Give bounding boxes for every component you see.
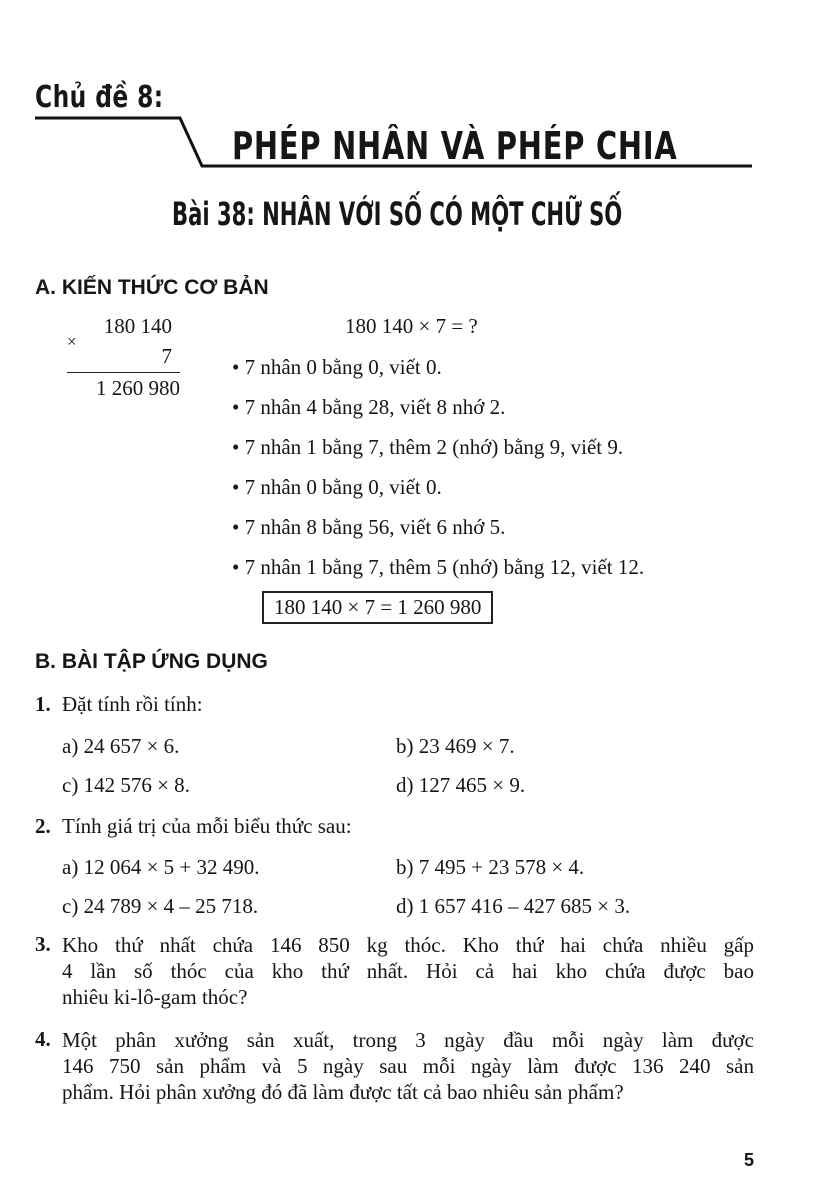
question: 180 140 × 7 = ? [345, 314, 478, 338]
step-text: 7 nhân 0 bằng 0, viết 0. [244, 475, 442, 499]
exercise-1-number: 1. [35, 692, 51, 716]
column-operand1: 180 140 [103, 314, 172, 338]
chapter-title: PHÉP NHÂN VÀ PHÉP CHIA [232, 124, 678, 168]
exercise-2d: d) 1 657 416 – 427 685 × 3. [396, 894, 631, 918]
exercise-3-text [62, 932, 754, 1010]
column-operand2: 7 [161, 344, 172, 368]
step-item [232, 395, 505, 420]
step-text: 7 nhân 1 bằng 7, thêm 5 (nhớ) bằng 12, viết 12. [244, 555, 645, 579]
text-line: Kho thứ nhất chứa 146 850 kg thóc. Kho thứ hai chứa nhiều gấp [62, 933, 754, 957]
exercise-1c: c) 142 576 × 8. [62, 773, 190, 797]
lesson-title: Bài 38: NHÂN VỚI SỐ CÓ MỘT CHỮ SỐ [172, 195, 623, 233]
step-item [232, 475, 442, 500]
text-line: phẩm. Hỏi phân xưởng đó đã làm được tất cả bao nhiêu sản phẩm? [62, 1080, 624, 1104]
step-text: 7 nhân 8 bằng 56, viết 6 nhớ 5. [244, 515, 506, 539]
step-item [232, 355, 442, 380]
step-item [232, 515, 505, 540]
exercise-2a: a) 12 064 × 5 + 32 490. [62, 855, 260, 879]
exercise-1-prompt: Đặt tính rồi tính: [62, 692, 203, 716]
section-b-heading: B. BÀI TẬP ỨNG DỤNG [35, 650, 268, 673]
bullet-icon: • [232, 395, 245, 419]
exercise-3-number: 3. [35, 932, 51, 956]
page-number: 5 [744, 1150, 755, 1170]
bullet-icon: • [232, 555, 245, 579]
column-line [67, 372, 180, 373]
section-a-heading: A. KIẾN THỨC CƠ BẢN [35, 276, 269, 299]
text-line: nhiêu ki-lô-gam thóc? [62, 985, 248, 1009]
exercise-1b: b) 23 469 × 7. [396, 734, 515, 758]
exercise-2c: c) 24 789 × 4 – 25 718. [62, 894, 259, 918]
exercise-4-text [62, 1027, 754, 1105]
text-line: Một phân xưởng sản xuất, trong 3 ngày đầu mỗi ngày làm được [62, 1028, 754, 1052]
exercise-4-number: 4. [35, 1027, 51, 1051]
step-text: 7 nhân 0 bằng 0, viết 0. [244, 355, 442, 379]
exercise-1a: a) 24 657 × 6. [62, 734, 180, 758]
bullet-icon: • [232, 515, 245, 539]
bullet-icon: • [232, 435, 245, 459]
exercise-1d: d) 127 465 × 9. [396, 773, 526, 797]
exercise-2-number: 2. [35, 814, 51, 838]
step-text: 7 nhân 4 bằng 28, viết 8 nhớ 2. [244, 395, 506, 419]
step-text: 7 nhân 1 bằng 7, thêm 2 (nhớ) bằng 9, viết 9. [244, 435, 624, 459]
text-line: 4 lần số thóc của kho thứ nhất. Hỏi cả hai kho chứa được bao [62, 959, 754, 983]
header-rule [0, 0, 816, 200]
result-box: 180 140 × 7 = 1 260 980 [262, 591, 493, 624]
chapter-label: Chủ đề 8: [35, 80, 164, 115]
exercise-2b: b) 7 495 + 23 578 × 4. [396, 855, 585, 879]
exercise-2-prompt: Tính giá trị của mỗi biểu thức sau: [62, 814, 352, 838]
text-line: 146 750 sản phẩm và 5 ngày sau mỗi ngày làm được 136 240 sản [62, 1054, 754, 1078]
bullet-icon: • [232, 475, 245, 499]
step-item [232, 435, 623, 460]
bullet-icon: • [232, 355, 245, 379]
column-result: 1 260 980 [96, 376, 180, 400]
step-item [232, 555, 644, 580]
multiply-sign: × [67, 332, 77, 351]
